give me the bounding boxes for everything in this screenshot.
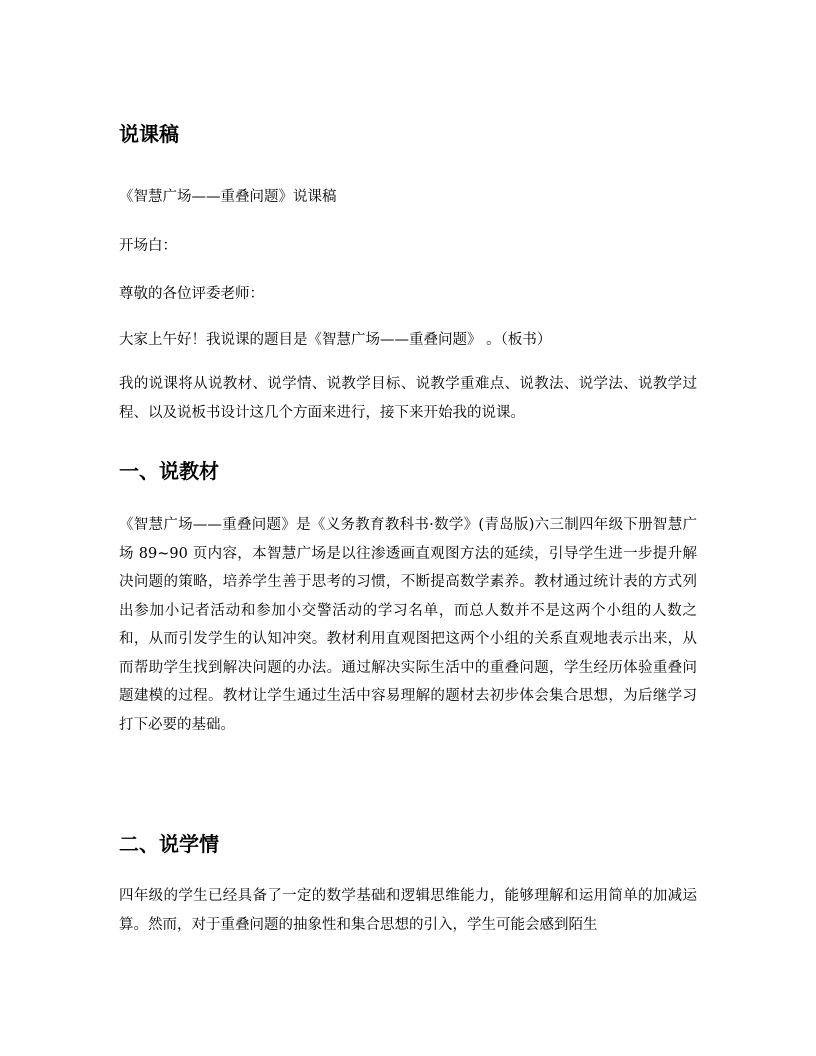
opening-label: 开场白： (119, 238, 177, 254)
document-title: 说课稿 (119, 122, 179, 146)
section-body-textbook: 《智慧广场——重叠问题》是《义务教育教科书·数学》(青岛版)六三制四年级下册智慧广场 89~90 页内容，本智慧广场是以往渗透画直观图方法的延续，引导学生进一步提升解决问题的策略，培养学生善于思考的习惯，不断提高数学素养。教材通过统计表的方式列出参加小记者活动和参加小交警活动的学习名单，而总人数并不是这两个小组的人数之和，从而引发学生的认知冲突。教材利用直观图把这两个小组的关系直观地表示出来，从而帮助学生找到解决问题的办法。通过解决实际生活中的重叠问题，学生经历体验重叠问题建模的过程。教材让学生通过生活中容易理解的题材去初步体会集合思想，为后继学习打下必要的基础。 (119, 517, 697, 733)
section-heading-students: 二、说学情 (119, 832, 219, 856)
section-body-students: 四年级的学生已经具备了一定的数学基础和逻辑思维能力，能够理解和运用简单的加减运算。然而，对于重叠问题的抽象性和集合思想的引入，学生可能会感到陌生 (119, 888, 697, 933)
intro-line: 大家上午好！我说课的题目是《智慧广场——重叠问题》 。（板书） (119, 332, 552, 348)
section-heading-textbook: 一、说教材 (119, 459, 219, 483)
lesson-subtitle: 《智慧广场——重叠问题》说课稿 (119, 189, 337, 205)
outline-paragraph: 我的说课将从说教材、说学情、说教学目标、说教学重难点、说教法、说学法、说教学过程、以及说板书设计这几个方面来进行，接下来开始我的说课。 (119, 376, 697, 421)
greeting-line: 尊敬的各位评委老师： (119, 286, 264, 302)
